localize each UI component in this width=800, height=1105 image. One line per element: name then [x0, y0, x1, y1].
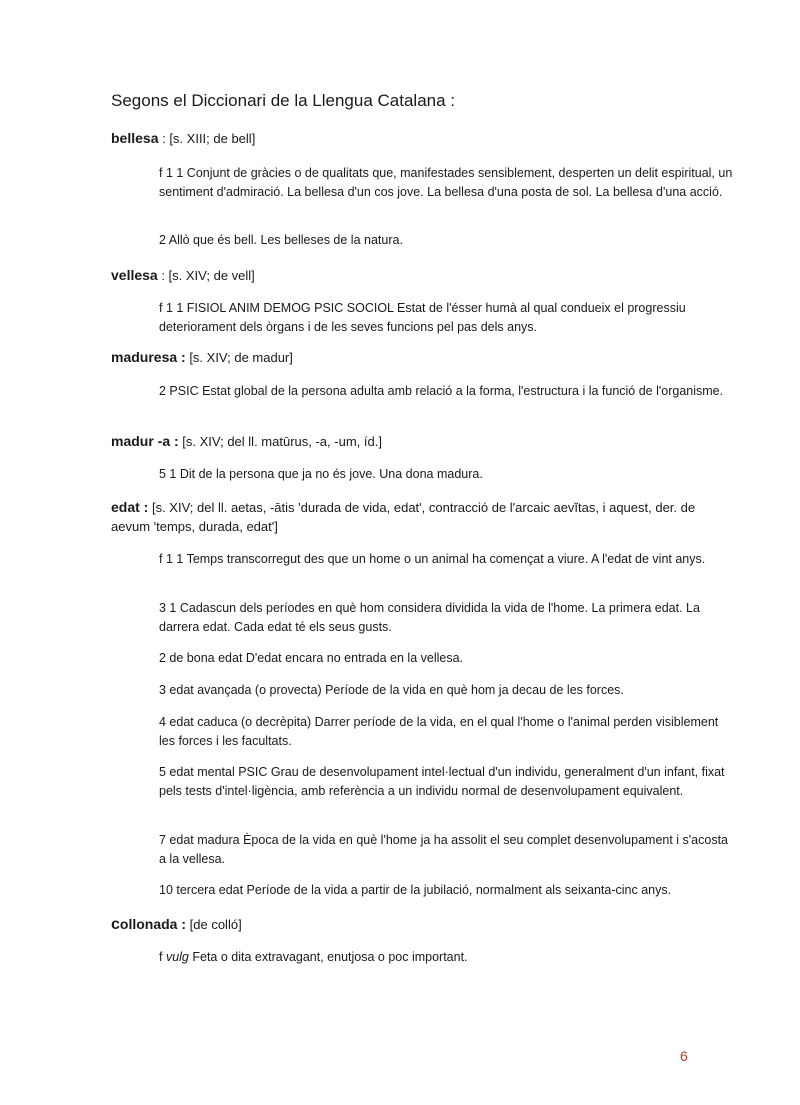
grammar-label: f	[159, 950, 166, 964]
definition: f 1 1 FISIOL ANIM DEMOG PSIC SOCIOL Estat de l'ésser humà al qual condueix el progressiu deteriorament dels òrgans i de les seves funcions pel pas dels anys.	[159, 301, 686, 334]
definition: 7 edat madura Època de la vida en què l'home ja ha assolit el seu complet desenvolupament i s'acosta a la vellesa.	[159, 833, 729, 866]
definition: f 1 1 Conjunt de gràcies o de qualitats que, manifestades sensiblement, desperten un delit espiritual, un sentiment d'admiració. La bellesa d'un cos jove. La bellesa d'una posta de sol. La bellesa d'una acció.	[159, 166, 733, 199]
entry-bellesa	[111, 129, 731, 148]
etymology: : [s. XIII; de bell]	[158, 131, 256, 146]
entry-vellesa	[111, 266, 731, 285]
definition	[159, 948, 734, 967]
headword: maduresa :	[111, 349, 186, 365]
etymology: [s. XIV; de madur]	[185, 350, 293, 365]
headword-initial: c	[111, 916, 120, 933]
entry-edat	[111, 498, 736, 536]
etymology: [de colló]	[186, 917, 242, 932]
definition-text: Feta o dita extravagant, enutjosa o poc important.	[188, 950, 468, 964]
entry-maduresa	[111, 348, 731, 367]
usage-label: vulg	[165, 950, 189, 964]
document-heading: Segons el Diccionari de la Llengua Catalana :	[111, 91, 456, 110]
entry-collonada	[111, 915, 731, 934]
definition: 3 1 Cadascun dels períodes en què hom considera dividida la vida de l'home. La primera edat. La darrera edat. Cada edat té els seus gusts.	[159, 601, 700, 634]
etymology: [s. XIV; del ll. aetas, -ātis 'durada de vida, edat', contracció de l'arcaic aevĭtas, i aquest, der. de aevum 'temps, durada, edat']	[111, 500, 696, 534]
definition: 3 edat avançada (o provecta) Període de la vida en què hom ja decau de les forces.	[159, 683, 624, 697]
definition: 5 1 Dit de la persona que ja no és jove. Una dona madura.	[159, 467, 483, 481]
definition: 2 PSIC Estat global de la persona adulta amb relació a la forma, l'estructura i la funció de l'organisme.	[159, 384, 724, 398]
definition: 10 tercera edat Període de la vida a partir de la jubilació, normalment als seixanta-cinc anys.	[159, 883, 672, 897]
headword: bellesa	[111, 130, 159, 146]
headword: edat :	[111, 499, 149, 515]
definition: 4 edat caduca (o decrèpita) Darrer període de la vida, en el qual l'home o l'animal perden visiblement les forces i les facultats.	[159, 715, 719, 748]
definition: 2 de bona edat D'edat encara no entrada en la vellesa.	[159, 651, 463, 665]
etymology: : [s. XIV; de vell]	[157, 268, 255, 283]
headword: ollonada :	[119, 916, 187, 932]
etymology: [s. XIV; del ll. matūrus, -a, -um, íd.]	[178, 434, 382, 449]
definition: f 1 1 Temps transcorregut des que un home o un animal ha començat a viure. A l'edat de vint anys.	[159, 552, 706, 566]
definition: 5 edat mental PSIC Grau de desenvolupament intel·lectual d'un individu, generalment d'un infant, fixat pels tests d'intel·ligència, amb referència a un individu normal de desenvolupament equivalent.	[159, 765, 725, 798]
headword: vellesa	[111, 267, 158, 283]
page-number: 6	[680, 1048, 688, 1064]
headword: madur -a :	[111, 433, 179, 449]
definition: 2 Allò que és bell. Les belleses de la natura.	[159, 233, 403, 247]
entry-madur	[111, 432, 731, 451]
